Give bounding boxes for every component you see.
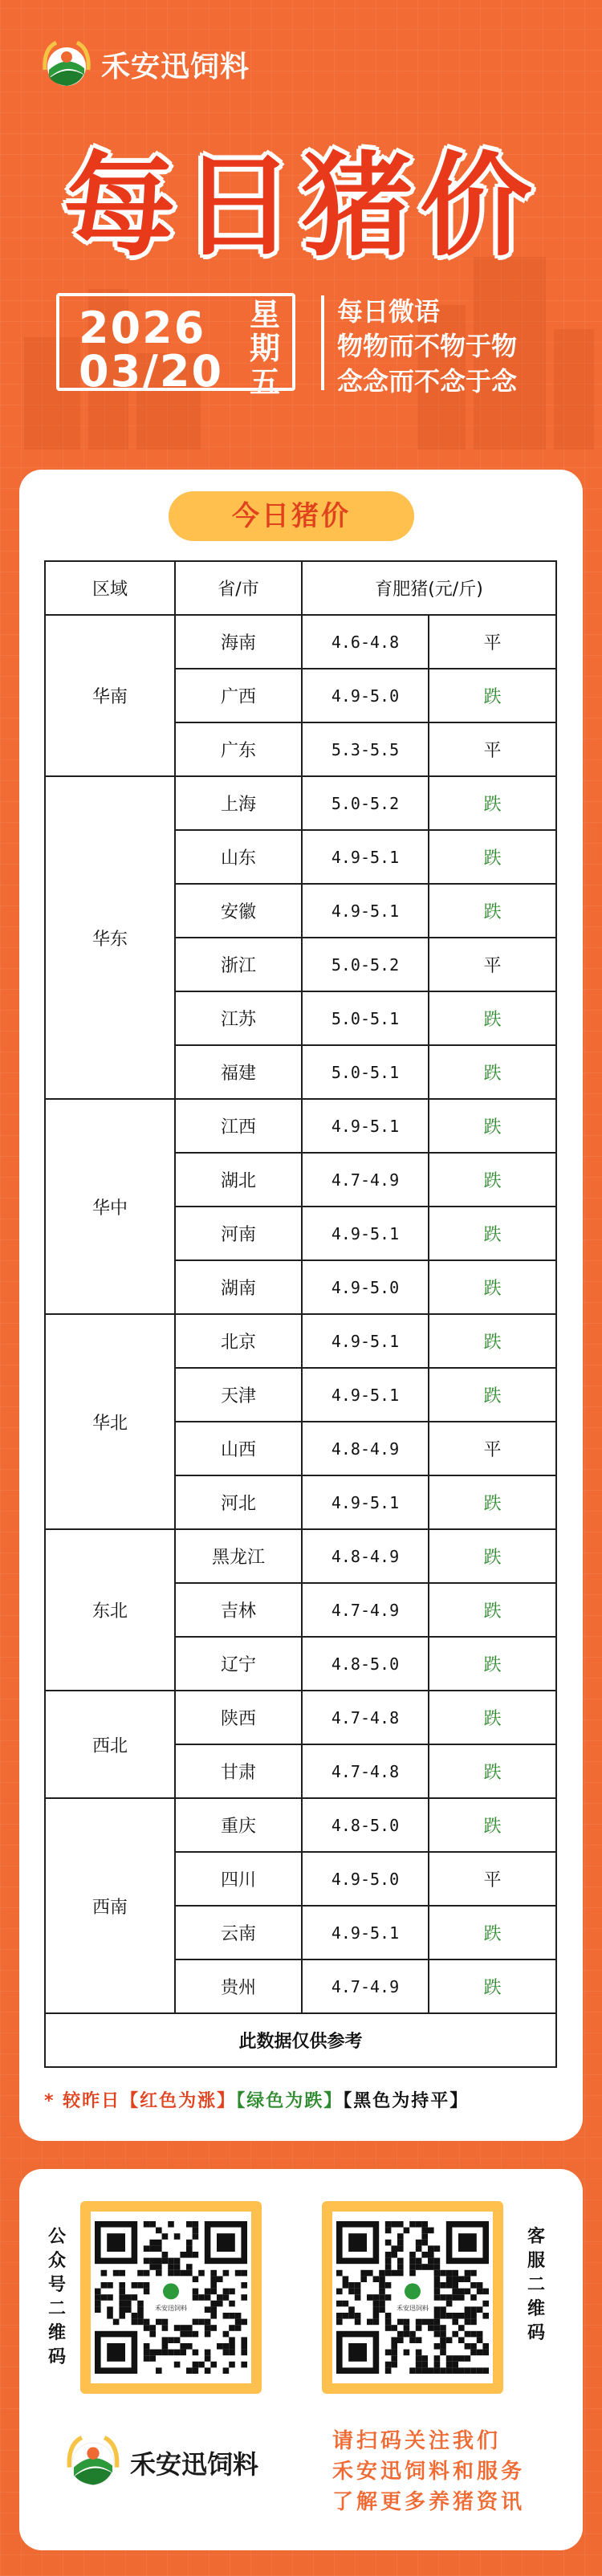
trend-cell: 平	[429, 938, 556, 991]
table-row	[45, 1691, 556, 1744]
qr-code-official[interactable]	[80, 2201, 262, 2394]
brand-logo-icon	[64, 2432, 122, 2493]
weekday-char: 星	[249, 297, 280, 332]
province-cell: 湖北	[175, 1153, 302, 1207]
price-cell: 4.9-5.1	[302, 884, 429, 938]
trend-cell: 平	[429, 1852, 556, 1906]
table-row	[45, 776, 556, 830]
weekday-char: 期	[249, 331, 280, 366]
page-title: 每日猪价	[63, 141, 539, 272]
qr-code-service[interactable]	[322, 2201, 503, 2394]
price-cell: 4.7-4.8	[302, 1691, 429, 1744]
trend-cell: 平	[429, 722, 556, 776]
trend-cell: 跌	[429, 1368, 556, 1422]
trend-cell: 平	[429, 1422, 556, 1475]
header-province: 省/市	[175, 561, 302, 615]
price-table	[44, 560, 557, 2068]
trend-cell: 跌	[429, 1260, 556, 1314]
promo-text	[332, 2426, 525, 2517]
region-cell: 东北	[45, 1529, 175, 1691]
promo-line: 请扫码关注我们	[332, 2429, 502, 2453]
province-cell: 广东	[175, 722, 302, 776]
price-cell: 4.9-5.0	[302, 1852, 429, 1906]
note-red: 【红色为涨】	[120, 2091, 237, 2111]
province-cell: 安徽	[175, 884, 302, 938]
province-cell: 河南	[175, 1207, 302, 1260]
region-cell: 华北	[45, 1314, 175, 1529]
province-cell: 浙江	[175, 938, 302, 991]
vertical-label-char: 维	[527, 2299, 545, 2319]
province-cell: 四川	[175, 1852, 302, 1906]
price-cell: 5.0-5.2	[302, 776, 429, 830]
motto-line: 物物而不物于物	[337, 331, 518, 361]
qr-center-text: 禾安迅饲料	[397, 2304, 429, 2312]
legend-note	[44, 2087, 469, 2112]
price-cell: 4.7-4.9	[302, 1583, 429, 1637]
promo-line: 禾安迅饲料和服务	[332, 2460, 526, 2484]
price-cell: 4.9-5.0	[302, 669, 429, 722]
price-cell: 4.8-5.0	[302, 1798, 429, 1852]
region-cell: 华南	[45, 615, 175, 776]
price-cell: 4.8-5.0	[302, 1637, 429, 1691]
vertical-label-char: 公	[47, 2227, 66, 2247]
price-cell: 4.9-5.1	[302, 1368, 429, 1422]
trend-cell: 跌	[429, 1475, 556, 1529]
price-cell: 4.8-4.9	[302, 1422, 429, 1475]
table-row	[45, 1798, 556, 1852]
vertical-label-char: 二	[47, 2299, 66, 2319]
vertical-label-char: 客	[527, 2227, 545, 2247]
brand-name: 禾安迅饲料	[101, 50, 250, 83]
province-cell: 天津	[175, 1368, 302, 1422]
note-green: 【绿色为跌】	[236, 2091, 344, 2111]
province-cell: 山东	[175, 830, 302, 884]
motto-title: 每日微语	[337, 296, 441, 327]
brand-logo-icon	[40, 38, 93, 91]
date-year: 2026	[79, 303, 206, 353]
trend-cell: 跌	[429, 1314, 556, 1368]
weekday-char: 五	[249, 364, 280, 400]
price-cell: 4.6-4.8	[302, 615, 429, 669]
region-cell: 西北	[45, 1691, 175, 1798]
table-row	[45, 615, 556, 669]
province-cell: 吉林	[175, 1583, 302, 1637]
trend-cell: 跌	[429, 884, 556, 938]
vertical-label-char: 众	[47, 2251, 66, 2271]
province-cell: 辽宁	[175, 1637, 302, 1691]
trend-cell: 跌	[429, 669, 556, 722]
table-row	[45, 1529, 556, 1583]
province-cell: 福建	[175, 1045, 302, 1099]
trend-cell: 跌	[429, 1045, 556, 1099]
price-cell: 4.9-5.0	[302, 1260, 429, 1314]
province-cell: 山西	[175, 1422, 302, 1475]
price-cell: 4.9-5.1	[302, 1475, 429, 1529]
weekday	[247, 298, 283, 399]
table-body	[45, 615, 556, 2013]
price-cell: 4.7-4.9	[302, 1153, 429, 1207]
province-cell: 陕西	[175, 1691, 302, 1744]
price-cell: 4.9-5.1	[302, 1099, 429, 1153]
header-region: 区域	[45, 561, 175, 615]
trend-cell: 跌	[429, 1798, 556, 1852]
vertical-label-char: 号	[47, 2275, 66, 2295]
province-cell: 黑龙江	[175, 1529, 302, 1583]
trend-cell: 平	[429, 615, 556, 669]
region-cell: 华中	[45, 1099, 175, 1314]
vertical-label-char: 二	[527, 2275, 545, 2295]
motto-line: 念念而不念于念	[337, 366, 518, 397]
table-row	[45, 1314, 556, 1368]
brand-header	[40, 39, 250, 90]
price-cell: 5.3-5.5	[302, 722, 429, 776]
price-cell: 4.9-5.1	[302, 1906, 429, 1959]
province-cell: 贵州	[175, 1959, 302, 2013]
province-cell: 广西	[175, 669, 302, 722]
province-cell: 江苏	[175, 991, 302, 1045]
price-cell: 4.8-4.9	[302, 1529, 429, 1583]
header-price: 育肥猪(元/斤)	[302, 561, 556, 615]
province-cell: 上海	[175, 776, 302, 830]
province-cell: 江西	[175, 1099, 302, 1153]
divider	[321, 295, 324, 390]
daily-motto	[337, 295, 517, 398]
trend-cell: 跌	[429, 1959, 556, 2013]
price-cell: 4.7-4.9	[302, 1959, 429, 2013]
vertical-label-char: 码	[527, 2323, 545, 2343]
region-cell: 西南	[45, 1798, 175, 2013]
trend-cell: 跌	[429, 776, 556, 830]
table-header-row	[45, 561, 556, 615]
vertical-label-char: 码	[47, 2347, 66, 2367]
province-cell: 北京	[175, 1314, 302, 1368]
trend-cell: 跌	[429, 1207, 556, 1260]
trend-cell: 跌	[429, 830, 556, 884]
vertical-label-char: 维	[47, 2323, 66, 2343]
province-cell: 甘肃	[175, 1744, 302, 1798]
province-cell: 海南	[175, 615, 302, 669]
qr-left-label	[47, 2225, 67, 2370]
qr-center-text: 禾安迅饲料	[155, 2304, 187, 2312]
qr-right-label	[526, 2225, 547, 2346]
price-cell: 4.9-5.1	[302, 1207, 429, 1260]
section-tag: 今日猪价	[169, 491, 414, 541]
trend-cell: 跌	[429, 1529, 556, 1583]
trend-cell: 跌	[429, 1691, 556, 1744]
trend-cell: 跌	[429, 1099, 556, 1153]
note-prefix: * 较昨日	[44, 2091, 121, 2111]
table-footer-row	[45, 2013, 556, 2067]
promo-line: 了解更多养猪资讯	[332, 2490, 526, 2514]
trend-cell: 跌	[429, 991, 556, 1045]
province-cell: 湖南	[175, 1260, 302, 1314]
date-box	[56, 293, 295, 400]
date-month-day: 03/20	[79, 346, 224, 397]
trend-cell: 跌	[429, 1906, 556, 1959]
price-cell: 4.7-4.8	[302, 1744, 429, 1798]
price-cell: 4.9-5.1	[302, 830, 429, 884]
trend-cell: 跌	[429, 1744, 556, 1798]
province-cell: 云南	[175, 1906, 302, 1959]
trend-cell: 跌	[429, 1637, 556, 1691]
province-cell: 河北	[175, 1475, 302, 1529]
data-disclaimer: 此数据仅供参考	[45, 2013, 556, 2067]
trend-cell: 跌	[429, 1153, 556, 1207]
price-cell: 5.0-5.1	[302, 1045, 429, 1099]
trend-cell: 跌	[429, 1583, 556, 1637]
price-cell: 5.0-5.1	[302, 991, 429, 1045]
province-cell: 重庆	[175, 1798, 302, 1852]
brand-footer	[64, 2432, 258, 2493]
region-cell: 华东	[45, 776, 175, 1099]
brand-name: 禾安迅饲料	[130, 2449, 259, 2480]
vertical-label-char: 服	[527, 2251, 545, 2271]
price-cell: 5.0-5.2	[302, 938, 429, 991]
price-cell: 4.9-5.1	[302, 1314, 429, 1368]
note-black: 【黑色为持平】	[343, 2091, 470, 2111]
table-row	[45, 1099, 556, 1153]
